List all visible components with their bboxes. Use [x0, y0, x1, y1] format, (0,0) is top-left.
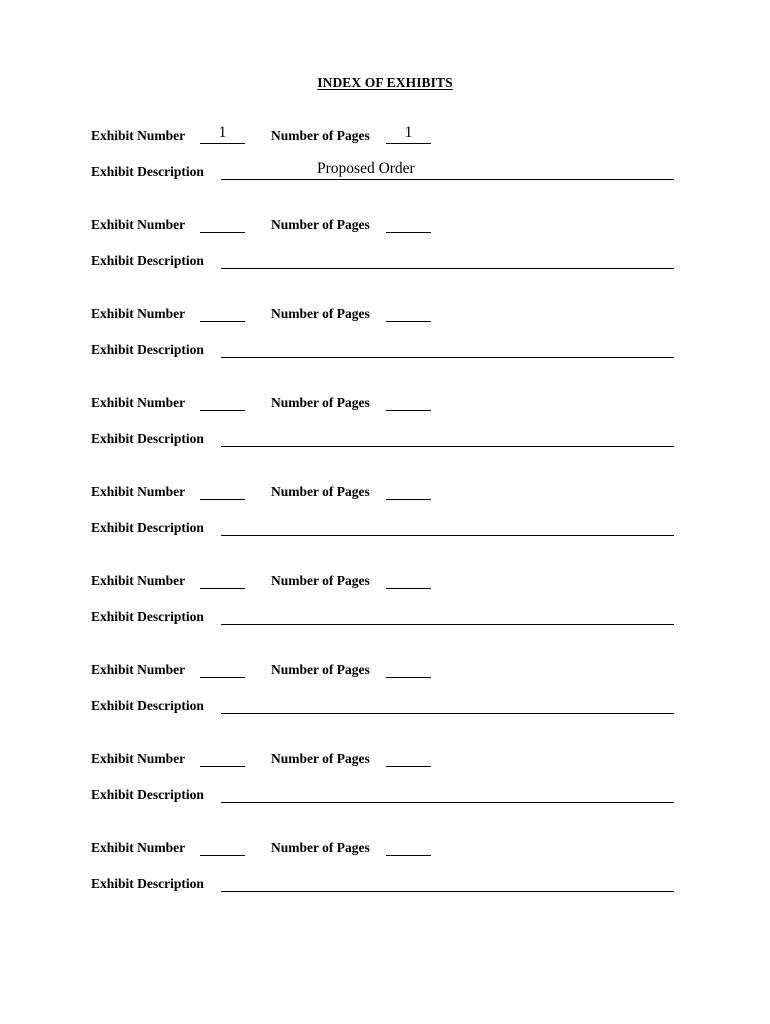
exhibit-number-field[interactable]	[200, 479, 245, 500]
number-of-pages-label: Number of Pages	[271, 840, 370, 855]
exhibit-description-label: Exhibit Description	[91, 253, 204, 268]
number-of-pages-field[interactable]	[386, 123, 431, 144]
exhibit-description-value: Proposed Order	[317, 160, 415, 177]
exhibit-description-field[interactable]	[221, 693, 674, 714]
exhibit-number-label: Exhibit Number	[91, 395, 186, 410]
number-of-pages-field[interactable]	[386, 301, 431, 322]
number-of-pages-label: Number of Pages	[271, 484, 370, 499]
number-of-pages-field[interactable]	[386, 390, 431, 411]
exhibit-description-label: Exhibit Description	[91, 609, 204, 624]
exhibit-description-label: Exhibit Description	[91, 164, 204, 179]
number-of-pages-label: Number of Pages	[271, 573, 370, 588]
exhibit-description-label: Exhibit Description	[91, 342, 204, 357]
number-of-pages-label: Number of Pages	[271, 306, 370, 321]
exhibit-number-value: 1	[218, 124, 227, 141]
number-of-pages-field[interactable]	[386, 835, 431, 856]
number-of-pages-label: Number of Pages	[271, 128, 370, 143]
exhibit-description-label: Exhibit Description	[91, 876, 204, 891]
exhibit-number-label: Exhibit Number	[91, 662, 186, 677]
exhibit-description-field[interactable]	[221, 604, 674, 625]
exhibit-number-label: Exhibit Number	[91, 217, 186, 232]
number-of-pages-label: Number of Pages	[271, 217, 370, 232]
exhibit-number-label: Exhibit Number	[91, 840, 186, 855]
exhibit-description-label: Exhibit Description	[91, 787, 204, 802]
number-of-pages-label: Number of Pages	[271, 395, 370, 410]
exhibit-description-field[interactable]	[221, 782, 674, 803]
number-of-pages-label: Number of Pages	[271, 662, 370, 677]
exhibit-number-field[interactable]	[200, 657, 245, 678]
page-title: INDEX OF EXHIBITS	[317, 75, 453, 90]
exhibit-number-field[interactable]	[200, 123, 245, 144]
exhibit-number-field[interactable]	[200, 212, 245, 233]
exhibit-description-field[interactable]	[221, 871, 674, 892]
exhibit-description-field[interactable]	[221, 159, 674, 180]
number-of-pages-field[interactable]	[386, 746, 431, 767]
number-of-pages-field[interactable]	[386, 568, 431, 589]
number-of-pages-field[interactable]	[386, 479, 431, 500]
number-of-pages-field[interactable]	[386, 657, 431, 678]
exhibit-number-field[interactable]	[200, 390, 245, 411]
exhibit-description-field[interactable]	[221, 426, 674, 447]
exhibit-description-field[interactable]	[221, 248, 674, 269]
exhibit-description-field[interactable]	[221, 515, 674, 536]
exhibit-number-label: Exhibit Number	[91, 484, 186, 499]
exhibit-number-label: Exhibit Number	[91, 573, 186, 588]
exhibit-description-label: Exhibit Description	[91, 520, 204, 535]
exhibit-number-label: Exhibit Number	[91, 306, 186, 321]
number-of-pages-value: 1	[404, 124, 413, 141]
exhibit-number-field[interactable]	[200, 301, 245, 322]
number-of-pages-field[interactable]	[386, 212, 431, 233]
number-of-pages-label: Number of Pages	[271, 751, 370, 766]
exhibit-number-field[interactable]	[200, 835, 245, 856]
exhibit-description-label: Exhibit Description	[91, 698, 204, 713]
exhibit-description-label: Exhibit Description	[91, 431, 204, 446]
exhibit-number-field[interactable]	[200, 568, 245, 589]
exhibit-number-label: Exhibit Number	[91, 128, 186, 143]
exhibit-number-label: Exhibit Number	[91, 751, 186, 766]
exhibit-number-field[interactable]	[200, 746, 245, 767]
exhibit-description-field[interactable]	[221, 337, 674, 358]
